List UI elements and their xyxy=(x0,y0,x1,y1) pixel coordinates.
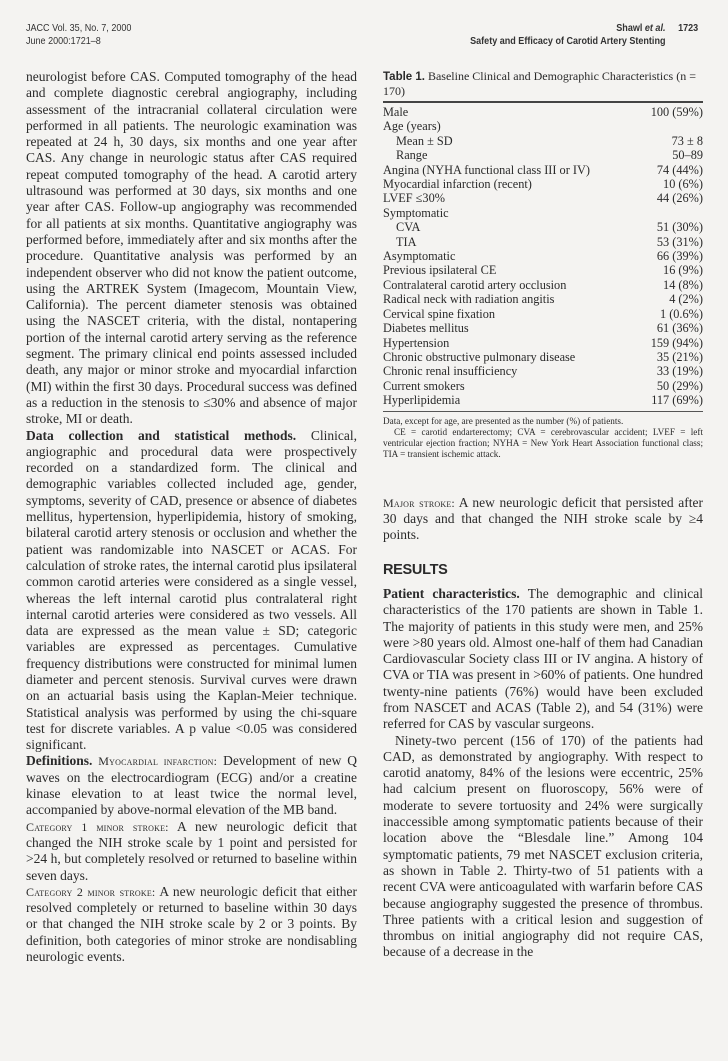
table-row xyxy=(383,379,703,393)
patient-characteristics-paragraph xyxy=(383,586,703,733)
major-stroke-definition: A new neurologic deficit that persisted after 30 days and that changed the NIH stroke scale by ≥4 points. xyxy=(383,494,703,543)
table-row xyxy=(383,119,703,133)
left-column xyxy=(26,69,357,965)
table-label: Table 1. xyxy=(383,71,425,83)
row-value: 33 (19%) xyxy=(656,364,703,379)
table-row xyxy=(383,350,703,364)
table-top-rule xyxy=(383,101,703,103)
row-value: 14 (8%) xyxy=(663,277,703,292)
table-row xyxy=(383,105,703,119)
table-row xyxy=(383,191,703,205)
row-label: LVEF ≤30% xyxy=(383,191,445,206)
row-label: Age (years) xyxy=(383,119,441,134)
table-footnote-abbreviations: CE = carotid endarterectomy; CVA = cerebrovascular accident; LVEF = left ventricular ejection fraction; NYHA = New York Heart Association functional class; TIA = transient ischemic attack. xyxy=(383,426,703,460)
methods-paragraph: neurologist before CAS. Computed tomography of the head and complete diagnostic cerebral angiography, including assessment of the intracranial collateral circulation were performed in all patients. The neurologic examination was repeated at 24 h, 30 days, six months and one year after CAS. Any change in neurologic status after CAS required repeat computed tomography of the head. A carotid artery ultrasound was performed at 30 days, six months and one year after CAS. Follow-up angiography was recommended for all patients at six months. Quantitative angiography was performed before, immediately after and six months after the procedure. Quantitative analysis was performed by an independent observer who did not know the patient outcome, using the ARTREK System (Imagecom, Mountain View, California). The percent diameter stenosis was obtained using the NASCET criteria, with the distal, nontapering portion of the internal carotid artery serving as the reference segment. The primary clinical end points assessed included death, any major or minor stroke and myocardial infarction (MI) within the first 30 days. Procedural success was defined as a reduction in the stenosis to ≤30% and absence of major stroke, MI or death. xyxy=(26,69,357,427)
row-label: Symptomatic xyxy=(383,205,449,220)
table-row xyxy=(383,220,703,234)
table-row xyxy=(383,393,703,407)
cad-paragraph: Ninety-two percent (156 of 170) of the patients had CAD, as demonstrated by angiography. With respect to carotid anatomy, 84% of the lesions were eccentric, 25% had calcium present on fluoroscopy, 56% were of moderate to severe tortuosity and 24% were surgically inaccessible among symptomatic patients because of their location above the “Blesdale line.” Among 104 symptomatic patients, 79 met NASCET exclusion criteria, as shown in Table 2. Thirty-two of 51 patients with a recent CVA were anticoagulated with warfarin before CAS because angiography suggested the presence of thrombus. Three patients with a critical lesion and suggestion of thrombus on initial angiography did not require CAS, because of a decrease in the xyxy=(383,732,703,960)
category2-definition: A new neurologic deficit that either resolved completely or returned to baseline within 30 days or that changed the NIH stroke scale by 2 or 3 points. By definition, both categories of minor stroke are nondisabling neurologic events. xyxy=(26,883,357,965)
issue-pages: June 2000:1721–8 xyxy=(26,35,101,47)
category1-definition: A new neurologic deficit that changed the NIH stroke scale by 1 point and persisted for >24 h, but completely resolved or returned to baseline within seven days. xyxy=(26,818,357,883)
row-label: Radical neck with radiation angitis xyxy=(383,292,555,307)
row-value: 117 (69%) xyxy=(651,393,703,408)
table-row xyxy=(383,336,703,350)
table-row xyxy=(383,249,703,263)
patient-characteristics-heading: Patient characteristics. xyxy=(383,585,520,601)
data-collection-text: Clinical, angiographic and procedural data were prospectively recorded on a standardized form. The clinical and demographic variables collected included age, gender, symptoms, severity of CAD, presence or absence of diabetes mellitus, hypertension, hyperlipidemia, history of smoking, bilateral carotid artery stenosis or occlusion and whether the patient was randomizable into NASCET or ACAS. For calculation of stroke rates, the internal carotid plus ipsilateral common carotid arteries were considered as a single vessel, whereas the left internal carotid plus contralateral right internal carotid arteries were considered as two vessels. All data are expressed as the mean value ± SD; categoric variables are expressed as percentages. Cumulative frequency distributions were constructed for minimal lumen diameter and percent stenosis. Survival curves were drawn on an actuarial basis using the Kaplan-Meier technique. Statistical analysis was performed by using the chi-square test for discrete variables. A p value <0.05 was considered significant. xyxy=(26,427,357,753)
row-value: 73 ± 8 xyxy=(671,133,703,148)
row-value: 4 (2%) xyxy=(669,292,703,307)
row-value: 50 (29%) xyxy=(656,378,703,393)
table-row xyxy=(383,292,703,306)
major-stroke-paragraph xyxy=(383,495,703,544)
row-value: 10 (6%) xyxy=(663,177,703,192)
page-number: 1723 xyxy=(677,22,698,34)
row-label: Current smokers xyxy=(383,378,465,393)
table-body xyxy=(383,105,703,408)
table-bottom-rule xyxy=(383,411,703,412)
table-row xyxy=(383,235,703,249)
mi-definition: Development of new Q waves on the electrocardiogram (ECG) and/or a creatine kinase elevation to at least twice the normal level, accompanied by above-normal elevation of the MB band. xyxy=(26,753,357,818)
row-label: Diabetes mellitus xyxy=(383,321,469,336)
row-label: Chronic renal insufficiency xyxy=(383,364,518,379)
table-row xyxy=(383,177,703,191)
row-label: CVA xyxy=(396,220,421,235)
row-value xyxy=(638,206,703,220)
mi-term: Myocardial infarction: xyxy=(98,754,218,769)
row-label: Hyperlipidemia xyxy=(383,393,461,408)
major-stroke-term: Major stroke: xyxy=(383,495,455,510)
row-label: Angina (NYHA functional class III or IV) xyxy=(383,162,590,177)
et-al: et al. xyxy=(644,22,666,34)
table-1 xyxy=(383,69,703,461)
table-title: Baseline Clinical and Demographic Characteristics (n = 170) xyxy=(383,69,696,98)
table-row xyxy=(383,321,703,335)
right-column xyxy=(383,69,703,961)
row-value: 66 (39%) xyxy=(656,249,703,264)
row-label: Previous ipsilateral CE xyxy=(383,263,497,278)
row-value: 1 (0.6%) xyxy=(659,306,703,321)
category1-paragraph xyxy=(26,819,357,884)
row-value: 61 (36%) xyxy=(656,321,703,336)
table-row xyxy=(383,206,703,220)
data-collection-paragraph xyxy=(26,428,357,754)
row-label: Mean ± SD xyxy=(396,133,453,148)
row-label: Chronic obstructive pulmonary disease xyxy=(383,349,576,364)
table-footnote-1: Data, except for age, are presented as the number (%) of patients. xyxy=(383,415,624,426)
author-name: Shawl xyxy=(616,22,643,34)
table-caption xyxy=(383,69,703,98)
table-row xyxy=(383,364,703,378)
row-value: 35 (21%) xyxy=(656,349,703,364)
patient-characteristics-text: The demographic and clinical characteristics of the 170 patients are shown in Table 1. The majority of patients in this study were men, and 25% were >80 years old. Almost one-half of them had Canadian Cardiovascular Society class III or IV angina. A history of CVA or TIA was present in >60% of patients. One hundred twenty-nine patients (76%) would have been excluded from NASCET and ACAS (Table 2), and 54 (31%) were referred for CAS by vascular surgeons. xyxy=(383,585,703,732)
row-value: 50–89 xyxy=(672,148,703,163)
row-value: 51 (30%) xyxy=(656,220,703,235)
row-label: Contralateral carotid artery occlusion xyxy=(383,277,567,292)
row-value xyxy=(638,119,703,133)
data-collection-heading: Data collection and statistical methods. xyxy=(26,427,297,443)
category1-term: Category 1 minor stroke: xyxy=(26,819,169,834)
row-label: Myocardial infarction (recent) xyxy=(383,177,532,192)
table-row xyxy=(383,134,703,148)
row-value: 159 (94%) xyxy=(650,335,703,350)
category2-paragraph xyxy=(26,884,357,965)
category2-term: Category 2 minor stroke: xyxy=(26,884,156,899)
row-value: 74 (44%) xyxy=(656,162,703,177)
authors xyxy=(616,22,665,34)
table-row xyxy=(383,307,703,321)
row-value: 44 (26%) xyxy=(656,191,703,206)
running-header-left xyxy=(26,22,131,48)
table-row xyxy=(383,278,703,292)
row-label: Asymptomatic xyxy=(383,249,456,264)
row-label: TIA xyxy=(396,234,417,249)
table-row xyxy=(383,263,703,277)
definitions-heading: Definitions. xyxy=(26,753,93,769)
running-title: Safety and Efficacy of Carotid Artery Stenting xyxy=(469,35,666,47)
journal-citation: JACC Vol. 35, No. 7, 2000 xyxy=(26,22,132,34)
definitions-paragraph xyxy=(26,753,357,818)
table-footnotes xyxy=(383,416,703,461)
table-row xyxy=(383,163,703,177)
row-label: Male xyxy=(383,105,409,119)
table-row xyxy=(383,148,703,162)
results-heading: RESULTS xyxy=(383,561,448,578)
row-value: 100 (59%) xyxy=(650,105,703,119)
row-value: 53 (31%) xyxy=(656,234,703,249)
row-label: Range xyxy=(396,148,428,163)
row-label: Cervical spine fixation xyxy=(383,306,496,321)
row-value: 16 (9%) xyxy=(663,263,703,278)
row-label: Hypertension xyxy=(383,335,450,350)
running-header-right xyxy=(470,22,698,48)
